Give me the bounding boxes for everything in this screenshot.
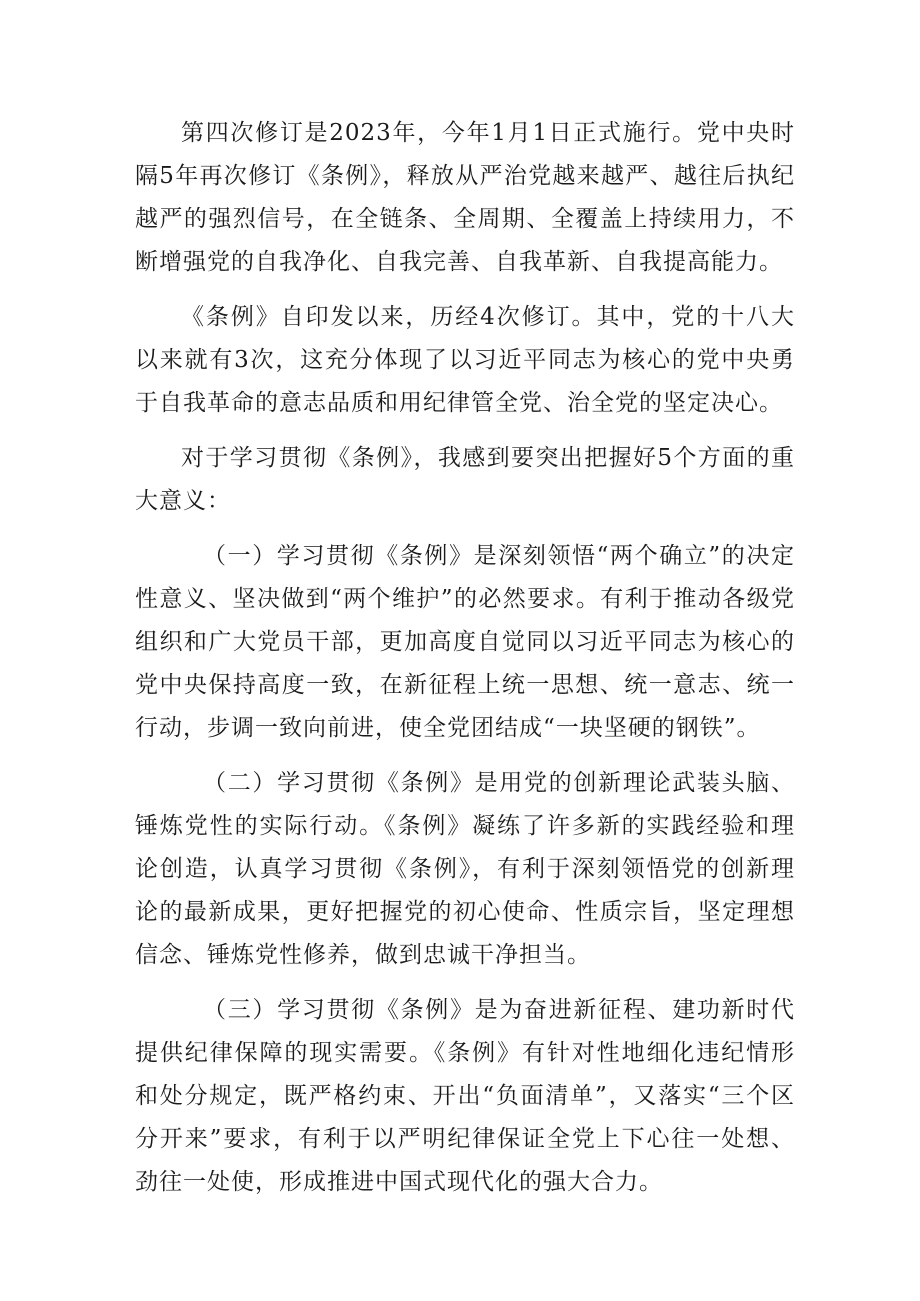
paragraph-revision-2023: 第四次修订是2023年，今年1月1日正式施行。党中央时隔5年再次修订《条例》，释放从严治党越来越严、越往后执纪越严的强烈信号，在全链条、全周期、全覆盖上持续用力，不断增强党的自我净化、自我完善、自我革新、自我提高能力。 xyxy=(135,120,795,275)
paragraph-revision-history: 《条例》自印发以来，历经4次修订。其中，党的十八大以来就有3次，这充分体现了以习近平同志为核心的党中央勇于自我革命的意志品质和用纪律管全党、治全党的坚定决心。 xyxy=(135,304,795,416)
paragraph-point-one: （一）学习贯彻《条例》是深刻领悟“两个确立”的决定性意义、坚决做到“两个维护”的必然要求。有利于推动各级党组织和广大党员干部，更加高度自觉同以习近平同志为核心的党中央保持高度一致，在新征程上统一思想、统一意志、统一行动，步调一致向前进，使全党团结成“一块坚硬的钢铁”。 xyxy=(135,543,795,741)
document-body xyxy=(135,112,795,1204)
paragraph-point-three: （三）学习贯彻《条例》是为奋进新征程、建功新时代提供纪律保障的现实需要。《条例》有针对性地细化违纪情形和处分规定，既严格约束、开出“负面清单”，又落实“三个区分开来”要求，有利于以严明纪律保证全党上下心往一处想、劲往一处使，形成推进中国式现代化的强大合力。 xyxy=(135,997,795,1195)
paragraph-five-aspects-intro: 对于学习贯彻《条例》，我感到要突出把握好5个方面的重大意义： xyxy=(135,445,795,514)
paragraph-point-two: （二）学习贯彻《条例》是用党的创新理论武装头脑、锤炼党性的实际行动。《条例》凝练了许多新的实践经验和理论创造，认真学习贯彻《条例》，有利于深刻领悟党的创新理论的最新成果，更好把握党的初心使命、性质宗旨，坚定理想信念、锤炼党性修养，做到忠诚干净担当。 xyxy=(135,770,795,968)
